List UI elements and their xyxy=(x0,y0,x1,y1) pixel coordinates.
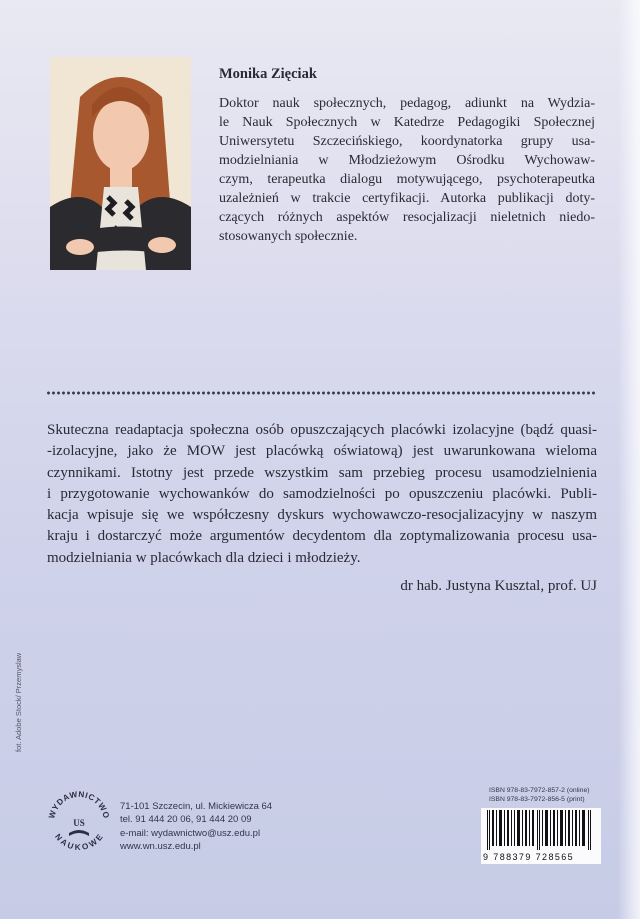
bio-line: czących różnych aspektów resocjalizacji nieletnich niedo- xyxy=(219,210,595,225)
barcode-digits: 9 788379 728565 xyxy=(483,852,575,862)
svg-text:WYDAWNICTWO xyxy=(47,790,111,820)
blurb-line: kacja wpisuje się we współczesny dyskurs wychowawczo-resocjalizacyjny w naszym xyxy=(47,507,597,524)
cover-edge xyxy=(618,0,640,919)
barcode-bars xyxy=(487,810,595,850)
blurb-line: modzielniania w placówkach dla dzieci i młodzieży. xyxy=(47,549,361,566)
blurb-line: kraju i dostarczyć może argumentów decydentom dla zoptymalizowania procesu usa- xyxy=(47,528,597,545)
photo-credit: fot. Adobe Stock/ Przemyslaw xyxy=(14,652,23,752)
bio-line: uzależnień w trakcie certyfikacji. Autorka publikacji doty- xyxy=(219,191,595,206)
publisher-email: e-mail: wydawnictwo@usz.edu.pl xyxy=(120,827,261,839)
isbn-print: ISBN 978-83-7972-856-5 (print) xyxy=(489,796,585,804)
isbn-barcode xyxy=(481,808,601,864)
bio-line: modzielniania w Młodzieżowym Ośrodku Wychowaw- xyxy=(219,153,595,168)
bio-line: Uniwersytetu Szczecińskiego, koordynatorka grupy usa- xyxy=(219,134,595,149)
logo-text-top: WYDAWNICTWO xyxy=(47,789,111,820)
svg-text:NAUKOWE xyxy=(53,832,105,852)
book-blurb xyxy=(47,420,597,569)
author-bio xyxy=(219,94,595,246)
bio-line: Doktor nauk społecznych, pedagog, adiunkt na Wydzia- xyxy=(219,96,595,111)
blurb-line: Skuteczna readaptacja społeczna osób opuszczających placówki izolacyjne (bądź quasi- xyxy=(47,422,597,438)
author-name: Monika Zięciak xyxy=(219,66,317,82)
blurb-line: czynnikami. Istotny jest przede wszystkim sam przebieg procesu usamodzielnienia xyxy=(47,464,597,481)
publisher-logo xyxy=(44,786,114,856)
publisher-website: www.wn.usz.edu.pl xyxy=(120,840,201,852)
publisher-contact xyxy=(120,800,272,853)
publisher-address: 71-101 Szczecin, ul. Mickiewicza 64 xyxy=(120,801,273,812)
isbn-info xyxy=(489,786,590,804)
bio-line: czym, terapeutka dialogu motywującego, psychoterapeutka xyxy=(219,172,595,187)
logo-text-bottom: NAUKOWE xyxy=(53,832,105,852)
publisher-phone: tel. 91 444 20 06, 91 444 20 09 xyxy=(120,814,252,826)
bio-line: stosowanych społecznie. xyxy=(219,229,358,244)
dotted-divider xyxy=(46,391,596,395)
blurb-line: -izolacyjne, jako że MOW jest placówką oświatową) jest uwarunkowana wieloma xyxy=(47,443,597,460)
logo-mark: US xyxy=(73,818,85,828)
bio-line: le Nauk Społecznych w Katedrze Pedagogiki Społecznej xyxy=(219,115,595,130)
blurb-line: i przygotowanie wychowanków do samodzielności po opuszczeniu placówki. Publi- xyxy=(47,485,597,502)
book-icon xyxy=(69,830,89,836)
review-signature: dr hab. Justyna Kusztal, prof. UJ xyxy=(400,578,597,594)
author-photo xyxy=(50,57,191,270)
isbn-online: ISBN 978-83-7972-857-2 (online) xyxy=(489,787,590,794)
